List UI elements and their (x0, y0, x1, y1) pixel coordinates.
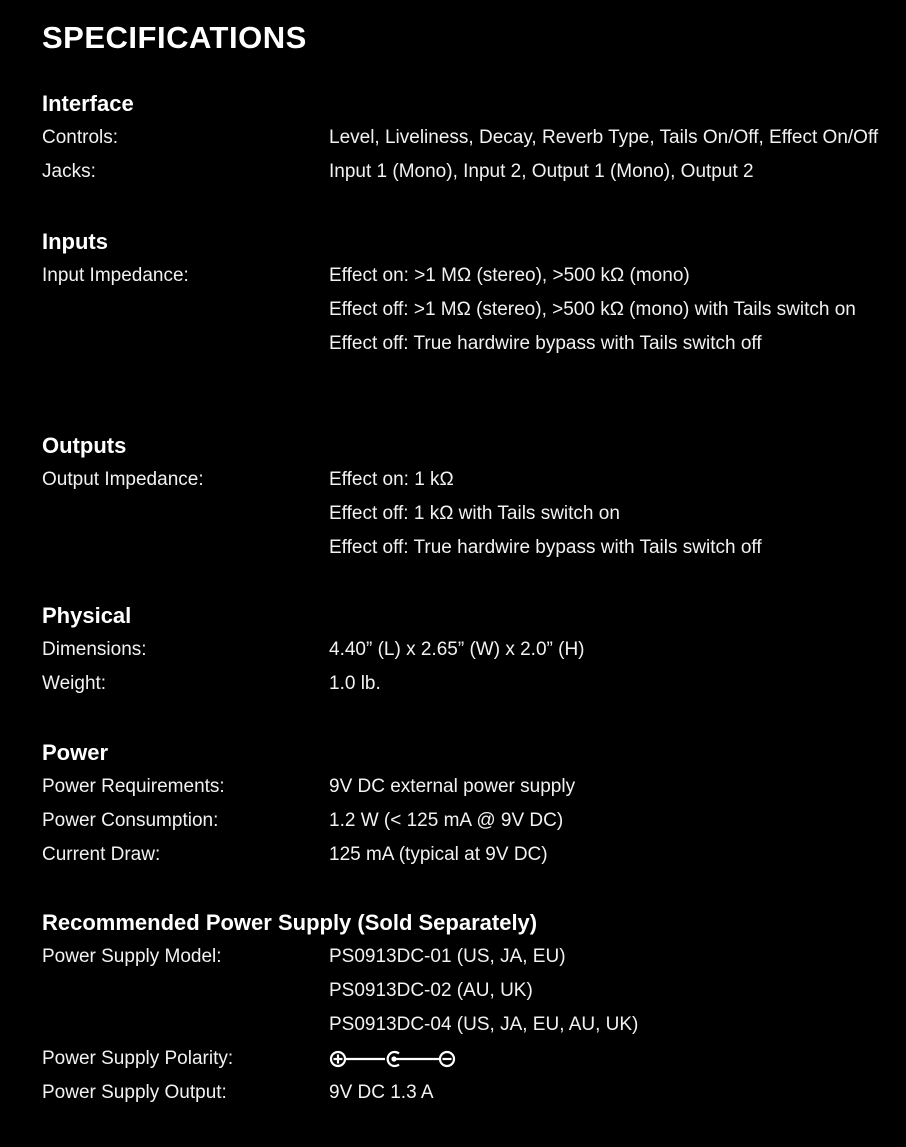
spec-value: 1.0 lb. (329, 673, 381, 694)
section-heading: Recommended Power Supply (Sold Separately) (42, 910, 538, 935)
spec-label: Output Impedance: (42, 469, 204, 490)
spec-value: PS0913DC-02 (AU, UK) (329, 980, 533, 1001)
spec-row-power-supply-output (42, 1076, 892, 1110)
spec-label: Jacks: (42, 161, 96, 182)
spec-value: PS0913DC-01 (US, JA, EU) (329, 946, 566, 967)
spec-value: PS0913DC-04 (US, JA, EU, AU, UK) (329, 1014, 639, 1035)
spec-row-power-requirements (42, 770, 892, 804)
spec-row-input-impedance (42, 259, 892, 361)
spec-value: Effect on: 1 kΩ (329, 469, 454, 490)
section-power-supply (42, 906, 892, 1110)
spec-label: Current Draw: (42, 844, 161, 865)
spec-row-output-impedance (42, 463, 892, 565)
spec-row-power-supply-polarity (42, 1042, 892, 1076)
spec-label: Input Impedance: (42, 265, 189, 286)
spec-row-current-draw (42, 838, 892, 872)
spec-label: Power Consumption: (42, 810, 219, 831)
spec-row-controls (42, 121, 892, 155)
center-positive-polarity-icon (329, 1042, 892, 1076)
spec-value: 1.2 W (< 125 mA @ 9V DC) (329, 810, 564, 831)
section-inputs (42, 225, 892, 361)
spec-value: Effect off: True hardwire bypass with Tails switch off (329, 333, 762, 354)
spec-value: 4.40” (L) x 2.65” (W) x 2.0” (H) (329, 639, 585, 660)
spec-label: Dimensions: (42, 639, 147, 660)
spec-value: Effect on: >1 MΩ (stereo), >500 kΩ (mono) (329, 265, 690, 286)
spec-value: Input 1 (Mono), Input 2, Output 1 (Mono), Output 2 (329, 161, 754, 182)
spec-row-jacks (42, 155, 892, 189)
section-interface (42, 87, 892, 189)
section-physical (42, 599, 892, 701)
page-title: SPECIFICATIONS (42, 20, 307, 55)
section-heading: Interface (42, 91, 134, 116)
spec-label: Power Supply Model: (42, 946, 222, 967)
section-power (42, 736, 892, 872)
spec-value: 9V DC external power supply (329, 776, 576, 797)
spec-label: Controls: (42, 127, 119, 148)
spec-row-dimensions (42, 633, 892, 667)
section-heading: Physical (42, 603, 132, 628)
spec-value: Effect off: 1 kΩ with Tails switch on (329, 503, 620, 524)
spec-label: Power Supply Output: (42, 1082, 227, 1103)
spec-row-weight (42, 667, 892, 701)
section-outputs (42, 429, 892, 565)
spec-label: Power Requirements: (42, 776, 225, 797)
spec-value: Effect off: True hardwire bypass with Tails switch off (329, 537, 762, 558)
section-heading: Inputs (42, 229, 108, 254)
spec-row-power-supply-model (42, 940, 892, 1042)
section-heading: Power (42, 740, 109, 765)
spec-label: Power Supply Polarity: (42, 1048, 234, 1069)
spec-value: 9V DC 1.3 A (329, 1082, 434, 1103)
spec-value: 125 mA (typical at 9V DC) (329, 844, 548, 865)
spec-row-power-consumption (42, 804, 892, 838)
section-heading: Outputs (42, 433, 127, 458)
spec-value: Level, Liveliness, Decay, Reverb Type, Tails On/Off, Effect On/Off (329, 127, 879, 148)
spec-value: Effect off: >1 MΩ (stereo), >500 kΩ (mono) with Tails switch on (329, 299, 856, 320)
spec-label: Weight: (42, 673, 107, 694)
